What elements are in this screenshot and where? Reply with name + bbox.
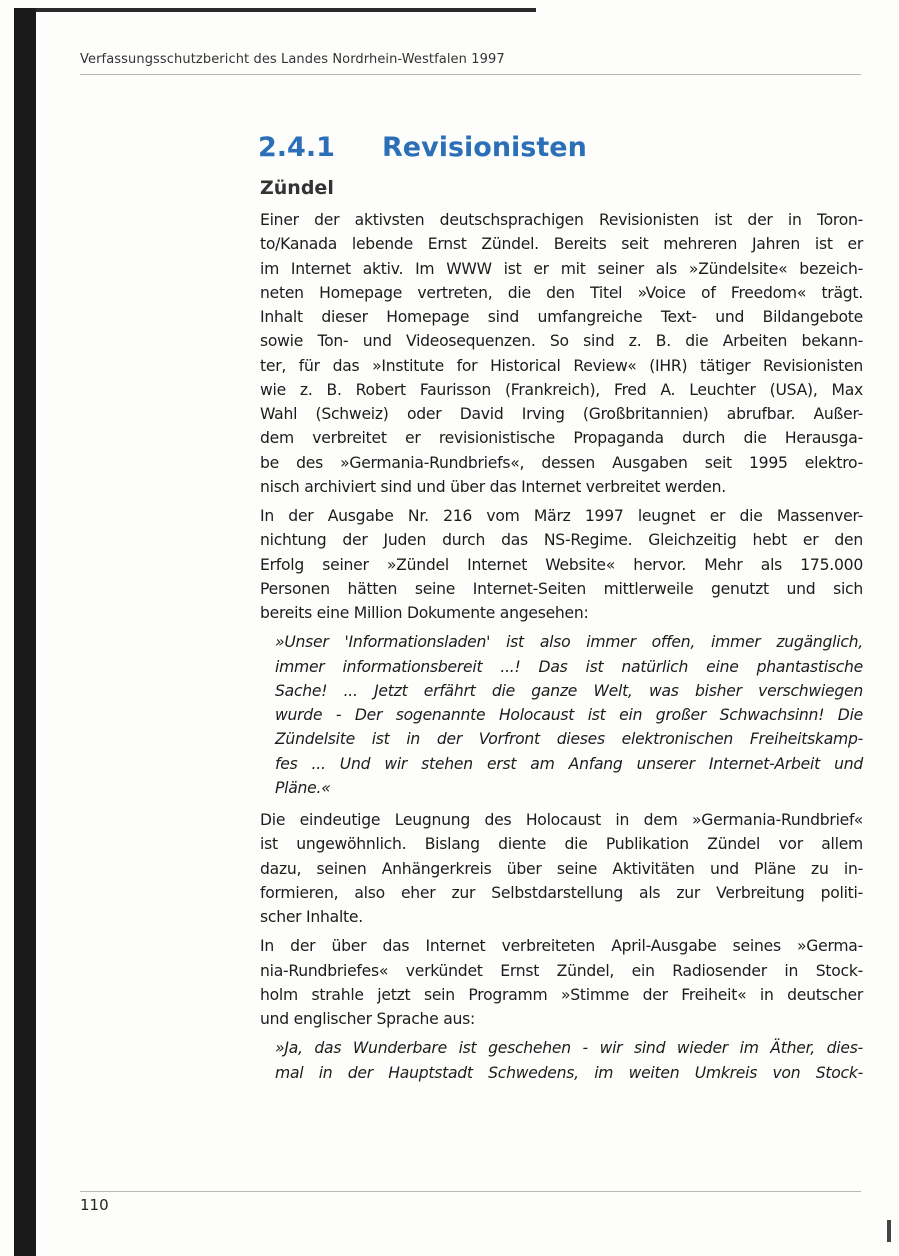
- text-line: »Ja, das Wunderbare ist geschehen - wir sind wieder im Äther, dies-: [275, 1039, 863, 1058]
- header-divider: [80, 74, 861, 75]
- text-line: be des »Germania-Rundbriefs«, dessen Ausgaben seit 1995 elektro-: [260, 453, 863, 472]
- text-line: Wahl (Schweiz) oder David Irving (Großbritannien) abrufbar. Außer-: [260, 405, 863, 423]
- section-number: 2.4.1: [258, 132, 335, 163]
- text-line: im Internet aktiv. Im WWW ist er mit seiner als »Zündelsite« bezeich-: [260, 259, 863, 278]
- text-line: neten Homepage vertreten, die den Titel »Voice of Freedom« trägt.: [260, 283, 863, 302]
- text-line: Personen hätten seine Internet-Seiten mittlerweile genutzt und sich: [260, 579, 863, 598]
- text-line: In der über das Internet verbreiteten April-Ausgabe seines »Germa-: [260, 937, 863, 956]
- block-quote: [275, 630, 863, 800]
- paragraph: [260, 934, 863, 1031]
- paragraph: [260, 208, 863, 499]
- text-line: In der Ausgabe Nr. 216 vom März 1997 leugnet er die Massenver-: [260, 507, 863, 525]
- text-line: fes ... Und wir stehen erst am Anfang unserer Internet-Arbeit und: [275, 754, 863, 773]
- text-line: ist ungewöhnlich. Bislang diente die Publikation Zündel vor allem: [260, 835, 863, 854]
- text-line: Einer der aktivsten deutschsprachigen Revisionisten ist der in Toron-: [260, 211, 863, 229]
- text-line: nia-Rundbriefes« verkündet Ernst Zündel, ein Radiosender in Stock-: [260, 961, 863, 980]
- text-line: sowie Ton- und Videosequenzen. So sind z. B. die Arbeiten bekann-: [260, 332, 863, 351]
- text-line: mal in der Hauptstadt Schwedens, im weiten Umkreis von Stock-: [275, 1063, 863, 1082]
- section-heading: [258, 132, 587, 163]
- text-line: dazu, seinen Anhängerkreis über seine Aktivitäten und Pläne zu in-: [260, 859, 863, 878]
- text-line: formieren, also eher zur Selbstdarstellung als zur Verbreitung politi-: [260, 883, 863, 902]
- text-line: to/Kanada lebende Ernst Zündel. Bereits seit mehreren Jahren ist er: [260, 235, 863, 254]
- text-line: wie z. B. Robert Faurisson (Frankreich), Fred A. Leuchter (USA), Max: [260, 380, 863, 399]
- block-quote: [275, 1036, 863, 1085]
- text-line: immer informationsbereit ...! Das ist natürlich eine phantastische: [275, 657, 863, 676]
- text-line: holm strahle jetzt sein Programm »Stimme der Freiheit« in deutscher: [260, 985, 863, 1004]
- top-edge-rule: [36, 8, 536, 12]
- text-line: Sache! ... Jetzt erfährt die ganze Welt, was bisher verschwiegen: [275, 681, 863, 700]
- paragraph: [260, 504, 863, 625]
- text-line: Pläne.«: [275, 778, 331, 797]
- paragraph: [260, 808, 863, 929]
- text-line: Erfolg seiner »Zündel Internet Website« hervor. Mehr als 175.000: [260, 555, 863, 574]
- page-left-edge-bar: [14, 8, 36, 1256]
- text-line: Die eindeutige Leugnung des Holocaust in dem »Germania-Rundbrief«: [260, 811, 863, 829]
- section-title: Revisionisten: [382, 132, 587, 163]
- subsection-heading: Zündel: [260, 177, 334, 199]
- scan-edge-mark: [887, 1220, 891, 1242]
- text-line: nichtung der Juden durch das NS-Regime. Gleichzeitig hebt er den: [260, 531, 863, 550]
- text-line: Inhalt dieser Homepage sind umfangreiche Text- und Bildangebote: [260, 308, 863, 326]
- text-line: ter, für das »Institute for Historical Review« (IHR) tätiger Revisionisten: [260, 356, 863, 375]
- text-line: Zündelsite ist in der Vorfront dieses elektronischen Freiheitskamp-: [275, 730, 863, 749]
- text-line: scher Inhalte.: [260, 908, 363, 926]
- text-line: wurde - Der sogenannte Holocaust ist ein großer Schwachsinn! Die: [275, 706, 863, 724]
- page-number: 110: [80, 1196, 109, 1214]
- footer-divider: [80, 1191, 861, 1192]
- running-header: Verfassungsschutzbericht des Landes Nordrhein-Westfalen 1997: [80, 52, 505, 67]
- text-line: »Unser 'Informationsladen' ist also immer offen, immer zugänglich,: [275, 633, 863, 652]
- text-line: nisch archiviert sind und über das Internet verbreitet werden.: [260, 477, 726, 496]
- text-line: bereits eine Million Dokumente angesehen:: [260, 604, 589, 622]
- text-line: dem verbreitet er revisionistische Propaganda durch die Herausga-: [260, 429, 863, 448]
- body-text: [260, 208, 863, 1093]
- text-line: und englischer Sprache aus:: [260, 1010, 476, 1028]
